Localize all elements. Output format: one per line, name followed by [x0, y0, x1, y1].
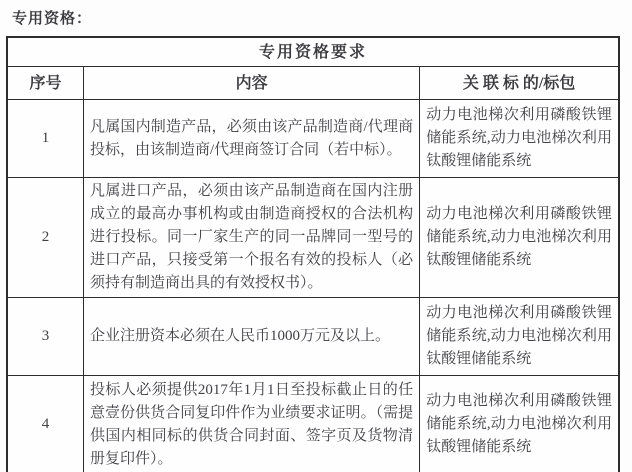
content-cell: 凡属进口产品，必须由该产品制造商在国内注册成立的最高办事机构或由制造商授权的合法机构进行投标。同一厂家生产的同一品牌同一型号的进口产品，只接受第一个报名有效的投标人（必须持有制造商出具的有效授权书）。	[84, 178, 420, 298]
column-header-no: 序号	[7, 67, 84, 100]
table-caption: 专用资格要求	[7, 37, 619, 67]
qualification-table	[6, 36, 620, 472]
table-row	[7, 298, 619, 376]
related-items-cell: 动力电池梯次利用磷酸铁锂储能系统,动力电池梯次利用钛酸锂储能系统	[420, 100, 619, 178]
section-title: 专用资格：	[12, 11, 93, 27]
content-cell: 企业注册资本必须在人民币1000万元及以上。	[84, 298, 420, 376]
table-header-row	[7, 67, 619, 100]
row-number-cell: 4	[7, 376, 84, 472]
related-items-cell: 动力电池梯次利用磷酸铁锂储能系统,动力电池梯次利用钛酸锂储能系统	[420, 178, 619, 298]
column-header-related: 关 联 标 的/标包	[420, 67, 619, 100]
table-row	[7, 100, 619, 178]
related-items-cell: 动力电池梯次利用磷酸铁锂储能系统,动力电池梯次利用钛酸锂储能系统	[420, 376, 619, 472]
row-number-cell: 2	[7, 178, 84, 298]
table-row	[7, 178, 619, 298]
table-caption-row	[7, 37, 619, 67]
related-items-cell: 动力电池梯次利用磷酸铁锂储能系统,动力电池梯次利用钛酸锂储能系统	[420, 298, 619, 376]
content-cell: 凡属国内制造产品，必须由该产品制造商/代理商投标，由该制造商/代理商签订合同（若中标）。	[84, 100, 420, 178]
row-number-cell: 3	[7, 298, 84, 376]
table-row	[7, 376, 619, 472]
column-header-content: 内容	[84, 67, 420, 100]
row-number-cell: 1	[7, 100, 84, 178]
content-cell: 投标人必须提供2017年1月1日至投标截止日的任意壹份供货合同复印件作为业绩要求证明。（需提供国内相同标的供货合同封面、签字页及货物清册复印件）。	[84, 376, 420, 472]
